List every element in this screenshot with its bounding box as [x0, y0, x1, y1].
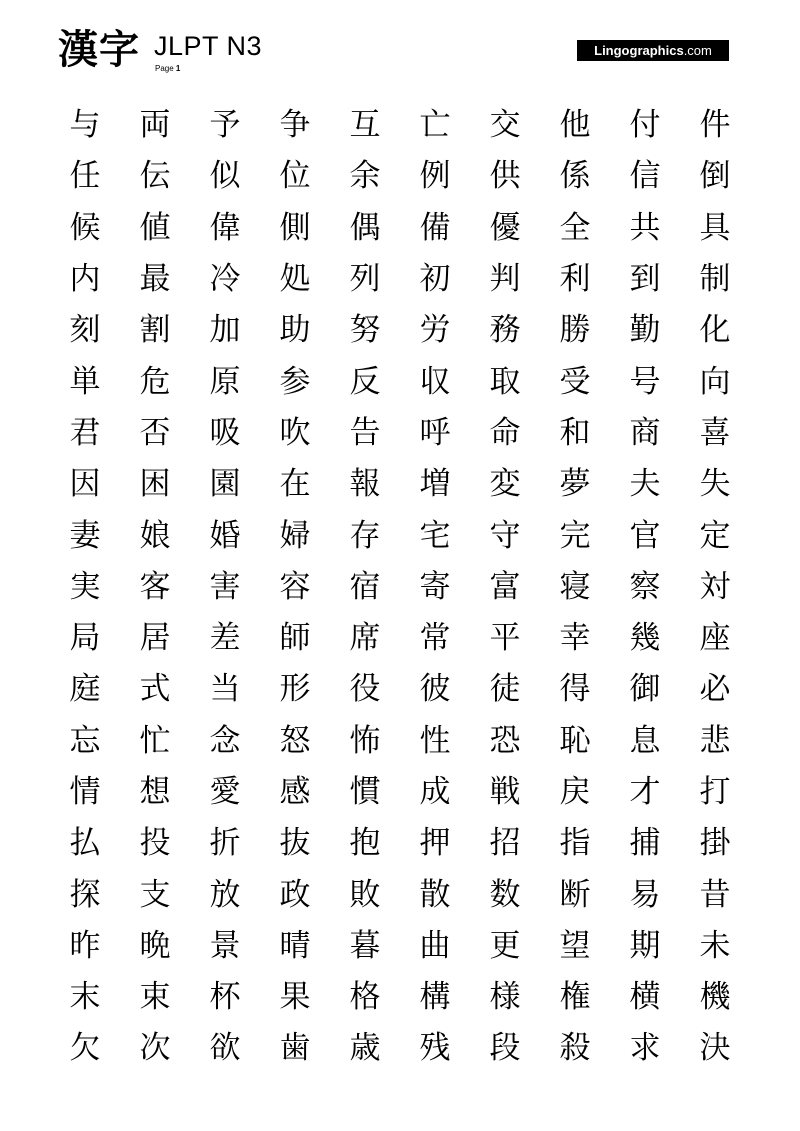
kanji-cell: 婦	[279, 517, 311, 554]
kanji-cell: 完	[559, 517, 591, 554]
kanji-cell: 争	[279, 107, 311, 144]
kanji-cell: 偶	[349, 209, 381, 246]
kanji-cell: 収	[419, 363, 451, 400]
kanji-cell: 払	[69, 825, 101, 862]
kanji-cell: 亡	[419, 107, 451, 144]
kanji-cell: 信	[629, 158, 661, 195]
kanji-cell: 更	[489, 927, 521, 964]
kanji-cell: 客	[139, 568, 171, 605]
kanji-cell: 処	[279, 261, 311, 298]
kanji-cell: 失	[699, 466, 731, 503]
kanji-cell: 戦	[489, 774, 521, 810]
kanji-cell: 歯	[279, 1030, 311, 1067]
kanji-cell: 彼	[419, 671, 451, 708]
kanji-cell: 求	[629, 1030, 661, 1067]
kanji-cell: 幸	[559, 620, 591, 657]
kanji-cell: 段	[489, 1030, 521, 1067]
kanji-cell: 師	[279, 620, 311, 657]
kanji-cell: 晴	[279, 927, 311, 964]
kanji-cell: 御	[629, 671, 661, 708]
kanji-cell: 向	[699, 363, 731, 400]
kanji-cell: 任	[69, 158, 101, 195]
kanji-cell: 忙	[139, 722, 171, 759]
kanji-cell: 抜	[279, 825, 311, 862]
kanji-cell: 末	[69, 979, 101, 1016]
kanji-cell: 次	[139, 1030, 171, 1067]
kanji-cell: 取	[489, 363, 521, 400]
kanji-cell: 定	[699, 517, 731, 554]
kanji-cell: 勤	[629, 312, 661, 349]
kanji-cell: 息	[629, 722, 661, 759]
kanji-cell: 期	[629, 927, 661, 964]
kanji-cell: 化	[699, 312, 731, 349]
kanji-cell: 性	[419, 722, 451, 759]
kanji-grid	[50, 100, 750, 1075]
kanji-cell: 敗	[349, 876, 381, 913]
kanji-cell: 権	[559, 979, 591, 1016]
kanji-cell: 欠	[69, 1030, 101, 1067]
kanji-cell: 横	[629, 979, 661, 1016]
kanji-cell: 予	[209, 107, 241, 144]
kanji-cell: 吹	[279, 414, 311, 451]
kanji-cell: 富	[489, 568, 521, 605]
kanji-cell: 景	[209, 927, 241, 964]
kanji-cell: 押	[419, 825, 451, 862]
kanji-cell: 宿	[349, 568, 381, 605]
brand-name: Lingographics	[594, 43, 684, 58]
kanji-cell: 投	[139, 825, 171, 862]
kanji-cell: 害	[209, 568, 241, 605]
kanji-cell: 他	[559, 107, 591, 144]
kanji-cell: 危	[139, 363, 171, 400]
kanji-cell: 全	[559, 209, 591, 246]
kanji-cell: 判	[489, 261, 521, 298]
kanji-cell: 妻	[69, 517, 101, 554]
kanji-cell: 寝	[559, 568, 591, 605]
kanji-cell: 機	[699, 979, 731, 1016]
kanji-cell: 助	[279, 312, 311, 349]
kanji-cell: 怖	[349, 722, 381, 759]
kanji-cell: 昨	[69, 927, 101, 964]
kanji-cell: 打	[699, 774, 731, 810]
kanji-cell: 変	[489, 466, 521, 503]
kanji-cell: 互	[349, 107, 381, 144]
kanji-cell: 夢	[559, 466, 591, 503]
kanji-cell: 件	[699, 107, 731, 144]
kanji-cell: 放	[209, 876, 241, 913]
kanji-cell: 易	[629, 876, 661, 913]
kanji-cell: 労	[419, 312, 451, 349]
kanji-cell: 存	[349, 517, 381, 554]
kanji-cell: 感	[279, 774, 311, 810]
kanji-cell: 晩	[139, 927, 171, 964]
kanji-cell: 席	[349, 620, 381, 657]
kanji-cell: 付	[629, 107, 661, 144]
kanji-cell: 束	[139, 979, 171, 1016]
kanji-cell: 参	[279, 363, 311, 400]
kanji-cell: 商	[629, 414, 661, 451]
kanji-cell: 座	[699, 620, 731, 657]
kanji-cell: 様	[489, 979, 521, 1016]
worksheet-title-kanji: 漢字	[58, 26, 140, 73]
kanji-cell: 喜	[699, 414, 731, 451]
kanji-cell: 側	[279, 209, 311, 246]
kanji-cell: 想	[139, 774, 171, 810]
kanji-cell: 加	[209, 312, 241, 349]
kanji-cell: 務	[489, 312, 521, 349]
kanji-cell: 捕	[629, 825, 661, 862]
kanji-cell: 抱	[349, 825, 381, 862]
kanji-cell: 掛	[699, 825, 731, 862]
kanji-cell: 列	[349, 261, 381, 298]
kanji-cell: 当	[209, 671, 241, 708]
kanji-cell: 在	[279, 466, 311, 503]
kanji-cell: 徒	[489, 671, 521, 708]
brand-logo	[577, 40, 729, 61]
kanji-cell: 余	[349, 158, 381, 195]
kanji-cell: 庭	[69, 671, 101, 708]
kanji-cell: 刻	[69, 312, 101, 349]
kanji-cell: 断	[559, 876, 591, 913]
kanji-cell: 官	[629, 517, 661, 554]
kanji-cell: 未	[699, 927, 731, 964]
kanji-cell: 折	[209, 825, 241, 862]
kanji-cell: 受	[559, 363, 591, 400]
kanji-cell: 最	[139, 261, 171, 298]
kanji-cell: 告	[349, 414, 381, 451]
kanji-cell: 探	[69, 876, 101, 913]
kanji-cell: 呼	[419, 414, 451, 451]
kanji-cell: 努	[349, 312, 381, 349]
kanji-cell: 実	[69, 568, 101, 605]
kanji-cell: 形	[279, 671, 311, 708]
brand-tld: .com	[683, 43, 712, 58]
kanji-cell: 容	[279, 568, 311, 605]
kanji-cell: 両	[139, 107, 171, 144]
kanji-cell: 反	[349, 363, 381, 400]
kanji-cell: 勝	[559, 312, 591, 349]
kanji-cell: 曲	[419, 927, 451, 964]
kanji-cell: 例	[419, 158, 451, 195]
kanji-cell: 困	[139, 466, 171, 503]
kanji-cell: 暮	[349, 927, 381, 964]
kanji-cell: 念	[209, 722, 241, 759]
kanji-cell: 察	[629, 568, 661, 605]
kanji-cell: 悲	[699, 722, 731, 759]
kanji-cell: 必	[699, 671, 731, 708]
kanji-cell: 忘	[69, 722, 101, 759]
kanji-cell: 到	[629, 261, 661, 298]
kanji-cell: 殺	[559, 1030, 591, 1067]
kanji-cell: 係	[559, 158, 591, 195]
kanji-cell: 婚	[209, 517, 241, 554]
kanji-cell: 因	[69, 466, 101, 503]
kanji-cell: 成	[419, 774, 451, 810]
kanji-cell: 制	[699, 261, 731, 298]
kanji-cell: 戻	[559, 774, 591, 810]
kanji-cell: 単	[69, 363, 101, 400]
kanji-cell: 寄	[419, 568, 451, 605]
kanji-cell: 否	[139, 414, 171, 451]
kanji-cell: 得	[559, 671, 591, 708]
kanji-cell: 構	[419, 979, 451, 1016]
kanji-cell: 慣	[349, 774, 381, 810]
kanji-cell: 夫	[629, 466, 661, 503]
kanji-cell: 共	[629, 209, 661, 246]
kanji-cell: 格	[349, 979, 381, 1016]
kanji-cell: 備	[419, 209, 451, 246]
kanji-cell: 常	[419, 620, 451, 657]
kanji-cell: 昔	[699, 876, 731, 913]
kanji-cell: 恥	[559, 722, 591, 759]
kanji-cell: 怒	[279, 722, 311, 759]
page-label: Page	[155, 64, 174, 73]
kanji-cell: 才	[629, 774, 661, 810]
kanji-cell: 残	[419, 1030, 451, 1067]
kanji-cell: 散	[419, 876, 451, 913]
kanji-cell: 割	[139, 312, 171, 349]
kanji-cell: 倒	[699, 158, 731, 195]
kanji-cell: 吸	[209, 414, 241, 451]
kanji-cell: 恐	[489, 722, 521, 759]
kanji-cell: 政	[279, 876, 311, 913]
kanji-cell: 支	[139, 876, 171, 913]
kanji-cell: 守	[489, 517, 521, 554]
kanji-cell: 局	[69, 620, 101, 657]
kanji-cell: 偉	[209, 209, 241, 246]
kanji-cell: 伝	[139, 158, 171, 195]
kanji-cell: 愛	[209, 774, 241, 810]
kanji-cell: 欲	[209, 1030, 241, 1067]
kanji-cell: 式	[139, 671, 171, 708]
kanji-cell: 優	[489, 209, 521, 246]
kanji-cell: 望	[559, 927, 591, 964]
kanji-cell: 利	[559, 261, 591, 298]
kanji-cell: 命	[489, 414, 521, 451]
kanji-cell: 和	[559, 414, 591, 451]
kanji-cell: 指	[559, 825, 591, 862]
kanji-cell: 幾	[629, 620, 661, 657]
kanji-cell: 似	[209, 158, 241, 195]
kanji-cell: 杯	[209, 979, 241, 1016]
kanji-cell: 果	[279, 979, 311, 1016]
kanji-cell: 居	[139, 620, 171, 657]
kanji-cell: 君	[69, 414, 101, 451]
kanji-cell: 差	[209, 620, 241, 657]
page-number: 1	[175, 64, 181, 73]
kanji-cell: 交	[489, 107, 521, 144]
kanji-cell: 初	[419, 261, 451, 298]
kanji-cell: 決	[699, 1030, 731, 1067]
jlpt-level-title: JLPT N3	[154, 31, 263, 61]
kanji-cell: 内	[69, 261, 101, 298]
kanji-cell: 位	[279, 158, 311, 195]
kanji-cell: 園	[209, 466, 241, 503]
kanji-cell: 値	[139, 209, 171, 246]
kanji-cell: 対	[699, 568, 731, 605]
kanji-cell: 供	[489, 158, 521, 195]
kanji-cell: 数	[489, 876, 521, 913]
kanji-cell: 具	[699, 209, 731, 246]
kanji-cell: 娘	[139, 517, 171, 554]
kanji-cell: 与	[69, 107, 101, 144]
kanji-cell: 宅	[419, 517, 451, 554]
kanji-cell: 原	[209, 363, 241, 400]
kanji-cell: 増	[419, 466, 451, 503]
kanji-cell: 冷	[209, 261, 241, 298]
kanji-cell: 候	[69, 209, 101, 246]
page-indicator	[155, 64, 180, 74]
kanji-cell: 情	[69, 774, 101, 810]
kanji-cell: 役	[349, 671, 381, 708]
kanji-cell: 歳	[349, 1030, 381, 1067]
kanji-cell: 号	[629, 363, 661, 400]
kanji-cell: 平	[489, 620, 521, 657]
kanji-cell: 招	[489, 825, 521, 862]
kanji-cell: 報	[349, 466, 381, 503]
